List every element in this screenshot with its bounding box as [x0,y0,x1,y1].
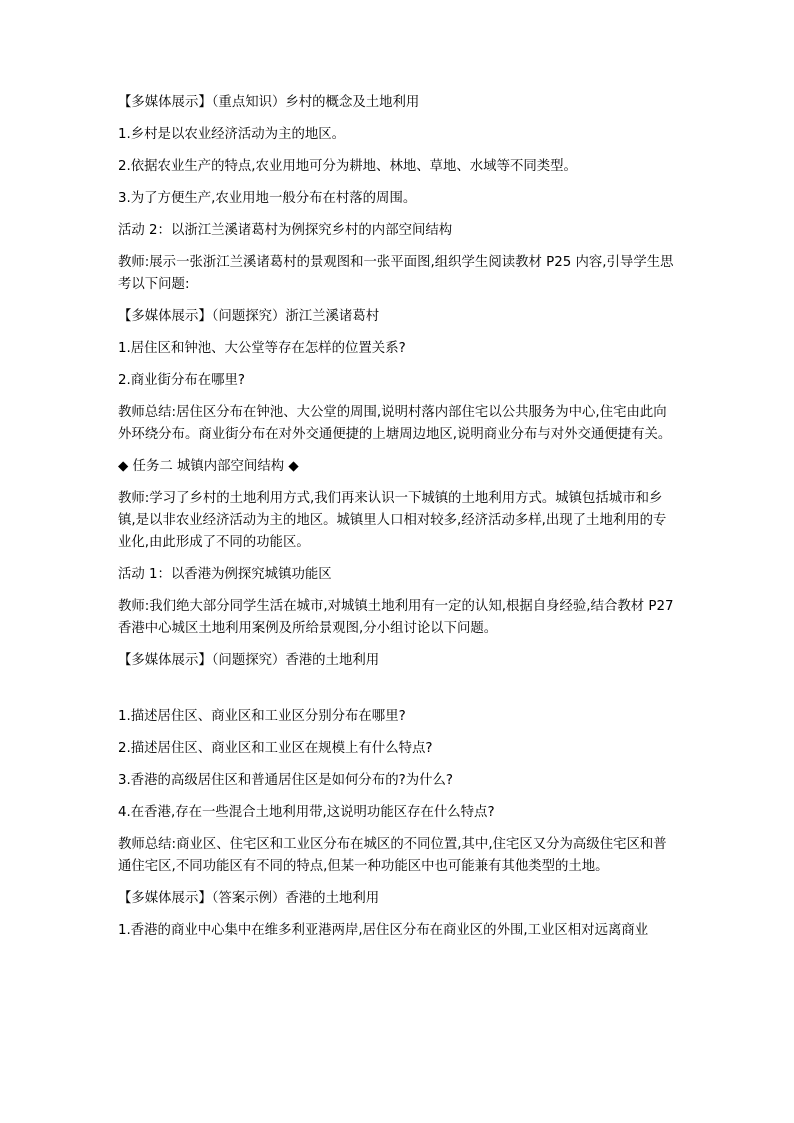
list-item: 1.乡村是以农业经济活动为主的地区。 [118,127,346,142]
section-heading: 【多媒体展示】（答案示例）香港的土地利用 [118,891,380,906]
teacher-paragraph: 教师:展示一张浙江兰溪诸葛村的景观图和一张平面图,组织学生阅读教材 P25 内容,引导学生思考以下问题: [118,255,674,292]
task-heading: ◆ 任务二 城镇内部空间结构 ◆ [118,459,299,474]
list-item: 2.商业街分布在哪里? [118,373,246,388]
teacher-paragraph: 教师:我们绝大部分同学生活在城市,对城镇土地利用有一定的认知,根据自身经验,结合教材 P27 香港中心城区土地利用案例及所给景观图,分小组讨论以下问题。 [118,599,674,636]
list-item: 2.描述居住区、商业区和工业区在规模上有什么特点? [118,741,433,756]
blank-gap [118,682,678,706]
list-item: 3.香港的高级居住区和普通居住区是如何分布的?为什么? [118,773,453,788]
activity-heading: 活动 2：以浙江兰溪诸葛村为例探究乡村的内部空间结构 [118,223,453,238]
list-item: 1.描述居住区、商业区和工业区分别分布在哪里? [118,709,406,724]
list-item: 2.依据农业生产的特点,农业用地可分为耕地、林地、草地、水域等不同类型。 [118,159,577,174]
teacher-summary: 教师总结:居住区分布在钟池、大公堂的周围,说明村落内部住宅以公共服务为中心,住宅由此向外环绕分布。商业街分布在对外交通便捷的上塘周边地区,说明商业分布与对外交通便捷有关。 [118,405,672,442]
teacher-summary: 教师总结:商业区、住宅区和工业区分布在城区的不同位置,其中,住宅区又分为高级住宅区和普通住宅区,不同功能区有不同的特点,但某一种功能区中也可能兼有其他类型的土地。 [118,837,667,874]
teacher-paragraph: 教师:学习了乡村的土地利用方式,我们再来认识一下城镇的土地利用方式。城镇包括城市和乡镇,是以非农业经济活动为主的地区。城镇里人口相对较多,经济活动多样,出现了土地利用的专业化,由此形成了不同的功能区。 [118,491,667,550]
list-item: 1.居住区和钟池、大公堂等存在怎样的位置关系? [118,341,406,356]
document-page [118,92,678,952]
section-heading: 【多媒体展示】（问题探究）香港的土地利用 [118,653,380,668]
list-item: 3.为了方便生产,农业用地一般分布在村落的周围。 [118,191,417,206]
section-heading: 【多媒体展示】（重点知识）乡村的概念及土地利用 [118,95,420,110]
activity-heading: 活动 1：以香港为例探究城镇功能区 [118,567,332,582]
section-heading: 【多媒体展示】（问题探究）浙江兰溪诸葛村 [118,309,380,324]
list-item: 4.在香港,存在一些混合土地利用带,这说明功能区存在什么特点? [118,805,495,820]
list-item: 1.香港的商业中心集中在维多利亚港两岸,居住区分布在商业区的外围,工业区相对远离商业 [118,923,649,938]
